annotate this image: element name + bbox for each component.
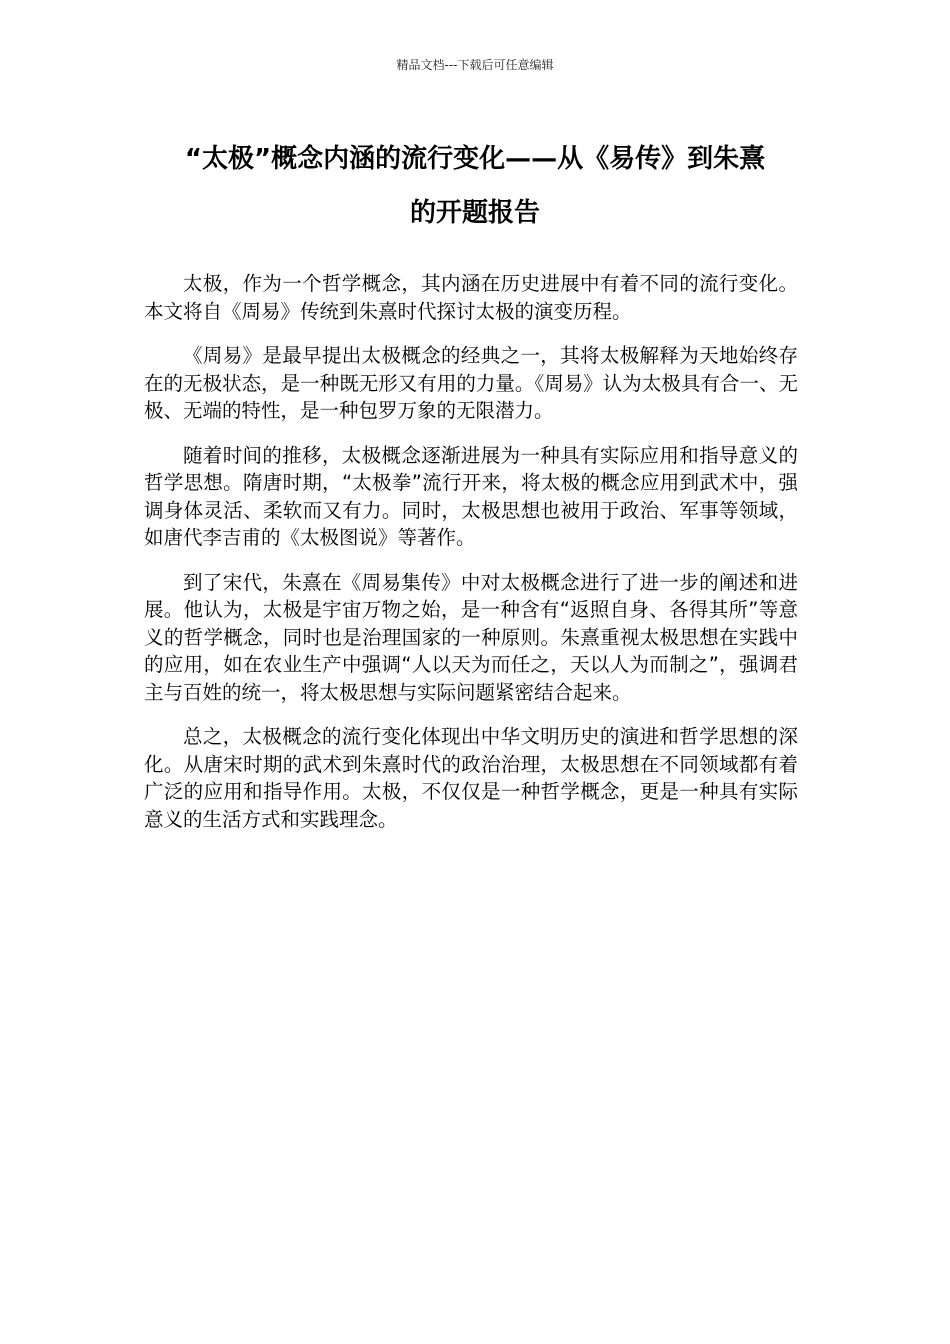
paragraph-4: 到了宋代，朱熹在《周易集传》中对太极概念进行了进一步的阐述和进展。他认为，太极是宇宙万物之始，是一种含有“返照自身、各得其所”等意义的哲学概念，同时也是治理国家的一种原则。朱熹重视太极思想在实践中的应用，如在农业生产中强调“人以天为而任之，天以人为而制之”，强调君主与百姓的统一，将太极思想与实际问题紧密结合起来。 [144, 570, 798, 704]
document-body [144, 270, 798, 850]
paragraph-3: 随着时间的推移，太极概念逐渐进展为一种具有实际应用和指导意义的哲学思想。隋唐时期，“太极拳”流行开来，将太极的概念应用到武术中，强调身体灵活、柔软而又有力。同时，太极思想也被用于政治、军事等领域，如唐代李吉甫的《太极图说》等著作。 [144, 443, 798, 549]
document-title [120, 132, 830, 240]
paragraph-5: 总之，太极概念的流行变化体现出中华文明历史的演进和哲学思想的深化。从唐宋时期的武术到朱熹时代的政治治理，太极思想在不同领域都有着广泛的应用和指导作用。太极，不仅仅是一种哲学概念，更是一种具有实际意义的生活方式和实践理念。 [144, 725, 798, 831]
paragraph-2: 《周易》是最早提出太极概念的经典之一，其将太极解释为天地始终存在的无极状态，是一种既无形又有用的力量。《周易》认为太极具有合一、无极、无端的特性，是一种包罗万象的无限潜力。 [144, 344, 798, 422]
paragraph-1: 太极，作为一个哲学概念，其内涵在历史进展中有着不同的流行变化。本文将自《周易》传统到朱熹时代探讨太极的演变历程。 [144, 272, 798, 323]
title-line-1: “太极”概念内涵的流行变化——从《易传》到朱熹 [184, 144, 766, 174]
title-line-2: 的开题报告 [409, 198, 540, 228]
header-note: 精品文档---下载后可任意编辑 [396, 58, 554, 72]
